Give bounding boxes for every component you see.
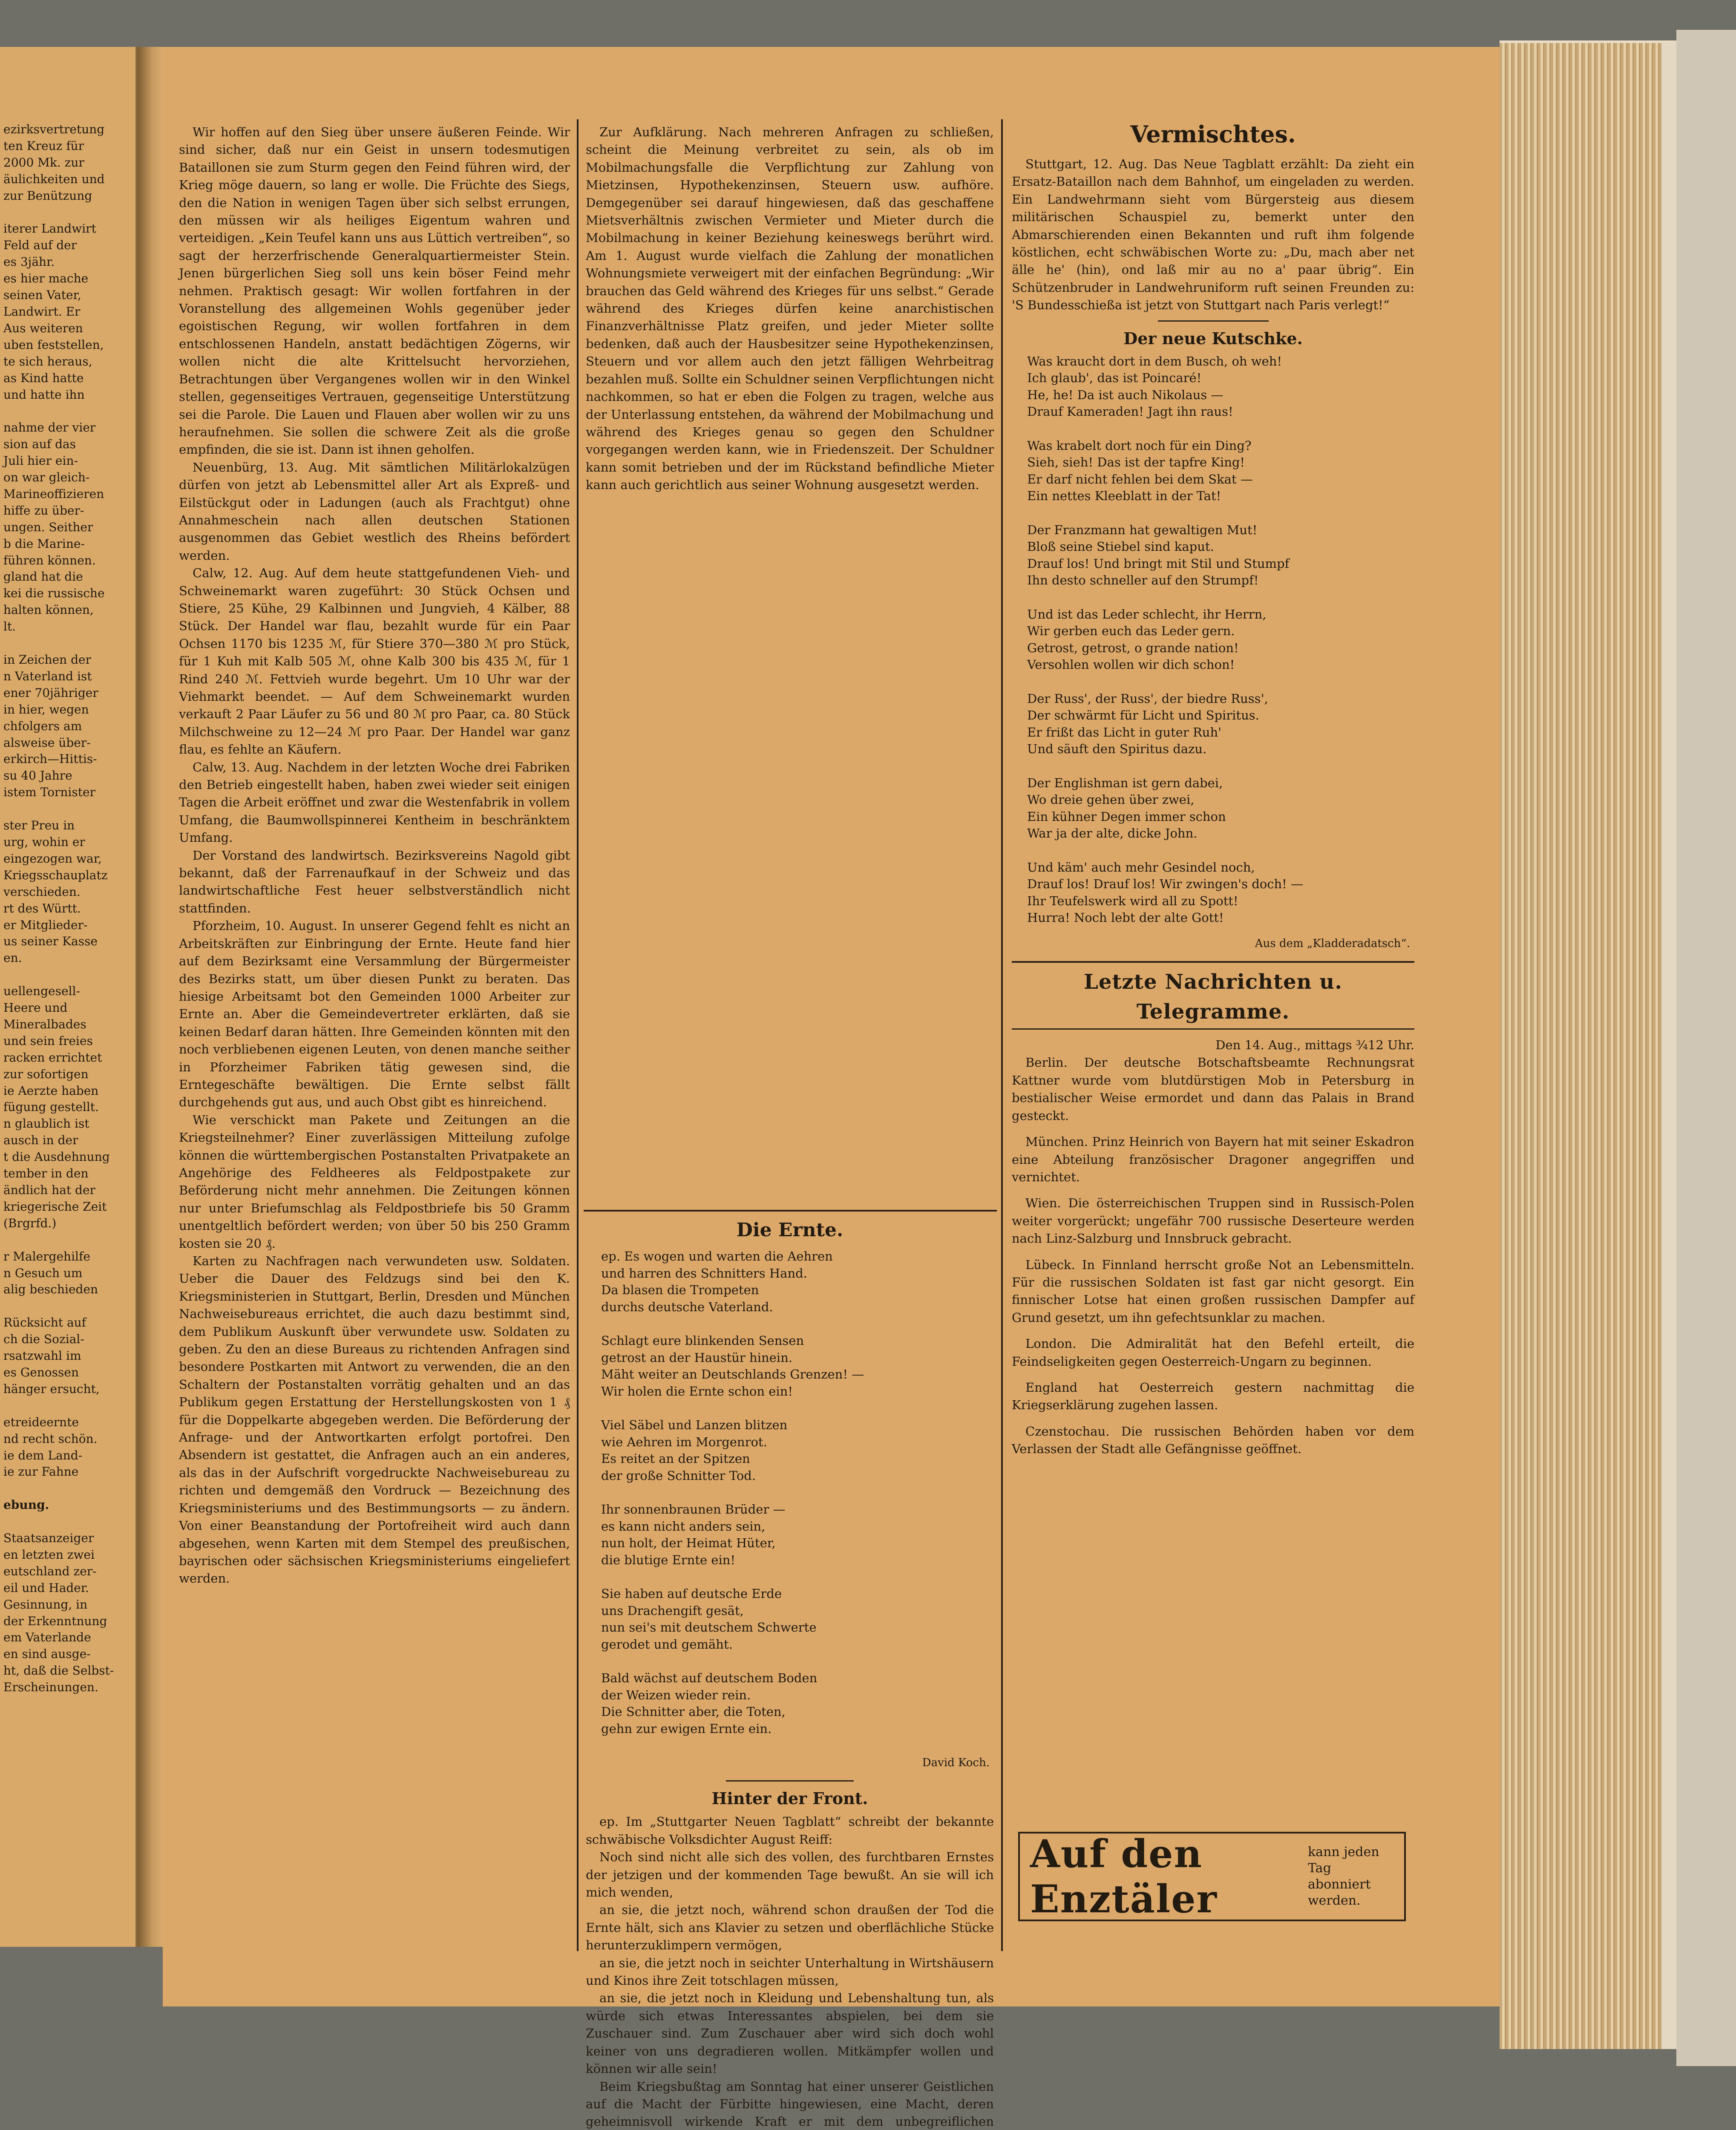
left-column-line: ausch in der (3, 1133, 78, 1148)
left-column-line: ch die Sozial- (3, 1332, 84, 1347)
kutschke-title: Der neue Kutschke. (1123, 328, 1303, 348)
left-column-line: Marineoffizieren (3, 486, 104, 501)
left-column-line: es Genossen (3, 1365, 79, 1379)
left-column-line: chfolgers am (3, 719, 82, 733)
subscription-ad (1018, 1832, 1406, 1921)
left-column-line (3, 801, 131, 817)
left-column-line: in Zeichen der (3, 653, 91, 667)
left-column-line: gland hat die (3, 570, 83, 584)
left-column-line: er Mitglieder- (3, 918, 88, 932)
poem-stanza: Bald wächst auf deutschem Boden der Weizen wieder rein. Die Schnitter aber, die Toten, gehn zur ewigen Ernte ein. (601, 1671, 818, 1736)
poem-stanza: Der Englishman ist gern dabei, Wo dreie gehen über zwei, Ein kühner Degen immer schon War ja der alte, dicke John. (1027, 775, 1226, 841)
news-item: Czenstochau. Die russischen Behörden haben vor dem Verlassen der Stadt alle Gefängnisse geöffnet. (1012, 1424, 1414, 1456)
book-cover (1676, 30, 1736, 2066)
left-column-line: en letzten zwei (3, 1547, 95, 1562)
poem-stanza: Sie haben auf deutsche Erde uns Drachengift gesät, nun sei's mit deutschem Schwerte gerodet und gemäht. (601, 1586, 817, 1652)
left-column-line: ht, daß die Selbst- (3, 1664, 114, 1678)
left-column-line: eingezogen war, (3, 851, 102, 866)
poem-stanza: Der Russ', der Russ', der biedre Russ', Der schwärmt für Licht und Spiritus. Er frißt das Licht in guter Ruh' Und säuft den Spiritus dazu. (1027, 691, 1268, 757)
left-column-line: iterer Landwirt (3, 222, 96, 236)
left-column-line: as Kind hatte (3, 371, 84, 385)
left-column-line: 2000 Mk. zur (3, 155, 84, 170)
left-column-line: es 3jähr. (3, 255, 55, 269)
left-column-line: etreideernte (3, 1415, 79, 1429)
left-column-line: ster Preu in (3, 818, 75, 833)
column-rule (577, 119, 579, 1951)
left-column-line: führen können. (3, 553, 96, 567)
left-column-line (3, 635, 131, 652)
left-page (0, 47, 137, 1947)
news-item: London. Die Admiralität hat den Befehl erteilt, die Feindseligkeiten gegen Oesterreich-Ungarn zu beginnen. (1012, 1336, 1414, 1369)
left-column-line: racken errichtet (3, 1050, 102, 1065)
news-item: Lübeck. In Finnland herrscht große Not an Lebensmitteln. Für die russischen Soldaten ist fast gar nicht gesorgt. Ein finnischer Lotse hat einen großen russischen Dampfer auf Grund gesetzt, um ihn gefechtsunklar zu machen. (1012, 1257, 1414, 1325)
left-column-line: ener 70jähriger (3, 685, 98, 700)
left-column-line (3, 1232, 131, 1249)
news-title: Letzte Nachrichten u. Telegramme. (1084, 970, 1342, 1024)
left-column-line: Landwirt. Er (3, 304, 81, 319)
left-column-line: uellengesell- (3, 984, 80, 999)
left-column-line: Heere und (3, 1001, 68, 1015)
left-column-line: kriegerische Zeit (3, 1199, 107, 1214)
left-column-line: ie zur Fahne (3, 1465, 79, 1479)
left-column-line: rsatzwahl im (3, 1349, 81, 1363)
poem-stanza: Was krabelt dort noch für ein Ding? Sieh, sieh! Das ist der tapfre King! Er darf nicht fehlen bei dem Skat — Ein nettes Kleeblatt in der Tat! (1027, 438, 1253, 504)
left-column-line: ungen. Seither (3, 520, 93, 534)
left-column-line: der Erkenntnung (3, 1614, 107, 1628)
page-edges (1500, 40, 1678, 2049)
left-column-line: in hier, wegen (3, 702, 89, 717)
left-column-line: Mineralbades (3, 1017, 86, 1031)
left-column-line: ändlich hat der (3, 1183, 95, 1197)
section-rule (726, 1780, 854, 1782)
left-column-line: eil und Hader. (3, 1580, 89, 1595)
left-column-line: hiffe zu über- (3, 503, 84, 518)
front-paragraph: an sie, die jetzt noch in seichter Unterhaltung in Wirtshäusern und Kinos ihre Zeit totschlagen müssen, (586, 1955, 994, 1988)
news-item: München. Prinz Heinrich von Bayern hat mit seiner Eskadron eine Abteilung französischer Dragoner angegriffen und vernichtet. (1012, 1134, 1414, 1184)
ernte-title: Die Ernte. (736, 1219, 844, 1241)
section-rule (1012, 1028, 1414, 1030)
article-pforzheim: Pforzheim, 10. August. In unserer Gegend fehlt es nicht an Arbeitskräften zur Einbringung der Ernte. Heute fand hier auf dem Bezirksamt eine Versammlung der Bürgermeister des Bezirks statt, um über diesen Punkt zu beraten. Das hiesige Arbeitsamt bot den Gemeinden 1000 Arbeiter zur Ernte an. Aber die Gemeindevertreter erklärten, daß sie keinen Bedarf daran hätten. Ihre Gemeinden könnten mit den noch verbliebenen eigenen Leuten, von denen manche seither in Pforzheimer Fabriken tätig gewesen sind, die Erntegeschäfte bewältigen. Die Ernte selbst fällt durchgehends gut aus, und auch Obst gibt es hinreichend. (179, 918, 570, 1110)
news-date: Den 14. Aug., mittags ¾12 Uhr. (1215, 1038, 1414, 1053)
left-column-line (3, 403, 131, 420)
left-column-line: eutschland zer- (3, 1564, 97, 1578)
poem-stanza: Was kraucht dort in dem Busch, oh weh! Ich glaub', das ist Poincaré! He, he! Da ist auch Nikolaus — Drauf Kameraden! Jagt ihn raus! (1027, 354, 1282, 419)
article-karten: Karten zu Nachfragen nach verwundeten usw. Soldaten. Ueber die Dauer des Feldzugs sind bei den K. Kriegsministerien in Stuttgart, Berlin, Dresden und München Nachweisebureaus errichtet, die auch dazu bestimmt sind, dem Publikum Auskunft über verwundete usw. Soldaten zu geben. Zu den an diese Bureaus zu richtenden Anfragen sind besondere Postkarten mit Antwort zu verwenden, die an den Schaltern der Postanstalten vorrätig gehalten und an das Publikum gegen Erstattung der Herstellungskosten von 1 ₰ für die Doppelkarte abgegeben werden. Die Beförderung der Anfrage- und der Antwortkarten erfolgt portofrei. Den Absendern ist gestattet, die Anfragen auch an ein anderes, als das in der Aufschrift vorgedruckte Nachweisebureau zu richten und demgemäß den Vordruck — Bezeichnung des Kriegsministeriums und des Bestimmungsorts — zu ändern. Von einer Beanstandung der Portofreiheit wird auch dann abgesehen, wenn Karten mit dem Stempel des preußischen, bayrischen oder sächsischen Kriegsministeriums eingeliefert werden. (179, 1254, 570, 1586)
left-column-line: Juli hier ein- (3, 454, 78, 468)
left-column-line: Erscheinungen. (3, 1680, 98, 1695)
news-item: England hat Oesterreich gestern nachmittag die Kriegserklärung zugehen lassen. (1012, 1380, 1414, 1413)
left-column-line (3, 1514, 131, 1530)
left-column-line: b die Marine- (3, 536, 85, 551)
left-column-line: on war gleich- (3, 470, 90, 485)
left-column-line: fügung gestellt. (3, 1100, 99, 1114)
poem-stanza: ep. Es wogen und warten die Aehren und harren des Schnitters Hand. Da blasen die Trompeten durchs deutsche Vaterland. (601, 1249, 833, 1314)
left-column-line: Kriegsschauplatz (3, 868, 108, 882)
left-column-line: nd recht schön. (3, 1431, 98, 1446)
left-column-line: nahme der vier (3, 420, 96, 435)
left-column-line: te sich heraus, (3, 354, 92, 368)
left-column-line: ie Aerzte haben (3, 1083, 99, 1098)
left-column-line: n Gesuch um (3, 1266, 83, 1280)
book-gutter (137, 47, 163, 1947)
left-column-line: ezirksvertretung (3, 122, 105, 136)
front-intro: ep. Im „Stuttgarter Neuen Tagblatt“ schreibt der bekannte schwäbische Volksdichter August Reiff: (586, 1814, 994, 1847)
article-aufklaerung: Zur Aufklärung. Nach mehreren Anfragen zu schließen, scheint die Meinung verbreitet zu sein, als ob im Mobilmachungsfalle die Verpflichtung zur Zahlung von Mietzinsen, Hypothekenzinsen, Steuern usw. aufhöre. Demgegenüber sei darauf hingewiesen, daß das geschaffene Mietsverhältnis zwischen Vermieter und Mieter durch die Mobilmachung in keiner Beziehung keineswegs berührt wird. Am 1. August wurde vielfach die Zahlung der monatlichen Wohnungsmiete verweigert mit der einfachen Begründung: „Wir brauchen das Geld während des Krieges für uns selbst.“ Gerade während des Krieges dürfen keine anarchistischen Finanzverhältnisse Platz greifen, und jeder Mieter sollte bedenken, daß auch der Hausbesitzer seine Hypothekenzinsen, Steuern und vor allem auch den jetzt fälligen Wehrbeitrag bezahlen muß. Sollte ein Schuldner seinen Verpflichtungen nicht nachkommen, so hat er eben die Folgen zu tragen, welche aus der Unterlassung entstehen, da während der Mobilmachung und während des Krieges genau so gegen den Schuldner vorgegangen werden kann, wie in Friedenszeit. Der Schuldner kann somit betrieben und der im Rückstand befindliche Mieter kann auch gerichtlich aus seiner Wohnung ausgesetzt werden. (586, 125, 994, 492)
article-nagold: Der Vorstand des landwirtsch. Bezirksvereins Nagold gibt bekannt, daß der Farrenaufkauf in der Schweiz und das landwirtschaftliche Fest heuer selbstverständlich nicht stattfinden. (179, 848, 570, 915)
left-column-line: und hatte ihn (3, 387, 85, 402)
front-paragraph: an sie, die jetzt noch, während schon draußen der Tod die Ernte hält, sich ans Klavier zu setzen und oberflächliche Stücke herunterzuklimpern vermögen, (586, 1903, 994, 1953)
left-column-line: urg, wohin er (3, 835, 85, 849)
left-column-line: uben feststellen, (3, 337, 104, 352)
left-column-line: ten Kreuz für (3, 138, 84, 153)
left-column-line (3, 967, 131, 983)
ad-subtitle: kann jeden Tag abonniert werden. (1308, 1845, 1379, 1908)
poem-stanza: Der Franzmann hat gewaltigen Mut! Bloß seine Stiebel sind kaput. Drauf los! Und bringt mit Stil und Stumpf Ihn desto schneller auf den Strumpf! (1027, 522, 1290, 588)
poem-stanza: Und käm' auch mehr Gesindel noch, Drauf los! Drauf los! Wir zwingen's doch! — Ihr Teufelswerk wird all zu Spott! Hurra! Noch lebt der alte Gott! (1027, 860, 1304, 925)
left-column-line: seinen Vater, (3, 288, 81, 302)
news-list (1012, 1054, 1414, 1458)
column-2 (586, 124, 994, 2129)
left-column-line (3, 204, 131, 221)
left-column-line: t die Ausdehnung (3, 1150, 110, 1164)
left-column-line: ebung. (3, 1498, 49, 1512)
section-rule (1158, 320, 1269, 322)
left-column-line: hänger ersucht, (3, 1382, 100, 1396)
left-column-line: verschieden. (3, 884, 81, 899)
left-column-line: alsweise über- (3, 735, 91, 750)
left-column-line: Feld auf der (3, 238, 77, 253)
column-1 (179, 124, 570, 1947)
left-column-line: n Vaterland ist (3, 669, 92, 683)
left-column-line: em Vaterlande (3, 1630, 91, 1645)
vermischtes-title: Vermischtes. (1130, 121, 1296, 148)
left-column-line: ie dem Land- (3, 1448, 83, 1462)
article-intro: Wir hoffen auf den Sieg über unsere äußeren Feinde. Wir sind sicher, daß nur ein Geist in unsern todesmutigen Bataillonen sie zum Sturm gegen den Feind führen wird, der Krieg möge dauern, so lang er wolle. Die Früchte des Siegs, den die Nation in wenigen Tagen über sich selbst errungen, den müssen wir als heiliges Eigentum wahren und verteidigen. „Kein Teufel kann uns aus Lüttich vertreiben“, so sagt der herzerfrischende Generalquartiermeister Stein. Jenen bürgerlichen Sieg soll uns kein böser Feind mehr nehmen. Praktisch gesagt: Wir wollen fortfahren in der Voranstellung des allgemeinen Wohls gegenüber jeder egoistischen Regung, wir wollen fortfahren in dem entschlossenen Handeln, anstatt bedächtigen Zögerns, wir wollen nicht die alte Krittelsucht hervorziehen, Betrachtungen über Vergangenes wollen wir in den Winkel stellen, gegenseitiges Vertrauen, gegenseitige Unterstützung sei die Parole. Die Lauen und Flauen aber wollen wir zu uns heraufnehmen. Sie sollen die schwere Zeit als die große empfinden, die sie ist. Dann ist ihnen geholfen. (179, 125, 570, 457)
kutschke-poem (1012, 353, 1414, 927)
kutschke-source: Aus dem „Kladderadatsch“. (1255, 937, 1410, 950)
left-column-line: Aus weiteren (3, 321, 83, 335)
left-column-line: rt des Württ. (3, 901, 81, 915)
left-column-line: kei die russische (3, 586, 105, 601)
column-3 (1012, 117, 1414, 1949)
poem-stanza: Und ist das Leder schlecht, ihr Herrn, Wir gerben euch das Leder gern. Getrost, getrost, o grande nation! Versohlen wollen wir dich schon! (1027, 607, 1267, 672)
left-column-line: en. (3, 951, 22, 965)
poem-stanza: Ihr sonnenbraunen Brüder — es kann nicht anders sein, nun holt, der Heimat Hüter, die blutige Ernte ein! (601, 1502, 786, 1567)
ad-title: Auf den Enztäler (1030, 1831, 1218, 1922)
left-column-line: tember in den (3, 1166, 89, 1181)
ernte-author: David Koch. (922, 1756, 990, 1769)
left-column-line: en sind ausge- (3, 1647, 91, 1661)
column-rule (1001, 119, 1003, 1951)
left-page-column (3, 121, 131, 1696)
news-item: Berlin. Der deutsche Botschaftsbeamte Rechnungsrat Kattner wurde vom blutdürstigen Mob in Petersburg in bestialischer Weise ermordet und dann das Palais in Brand gesteckt. (1012, 1055, 1414, 1123)
left-column-line: sion auf das (3, 437, 76, 452)
ernte-poem (586, 1248, 994, 1737)
left-column-line: halten können, (3, 603, 94, 617)
article-calw-market: Calw, 12. Aug. Auf dem heute stattgefundenen Vieh- und Schweinemarkt waren zugeführt: 30 Stück Ochsen und Stiere, 25 Kühe, 29 Kalbinnen und Jungvieh, 4 Kälber, 88 Stück. Der Handel war flau, bezahlt wurde für ein Paar Ochsen 1170 bis 1235 ℳ, für Stiere 370—380 ℳ pro Stück, für 1 Kuh mit Kalb 505 ℳ, ohne Kalb 300 bis 435 ℳ, für 1 Rind 240 ℳ. Fettvieh wurde begehrt. Um 10 Uhr war der Viehmarkt beendet. — Auf dem Schweinemarkt wurden verkauft 2 Paar Läufer zu 56 und 80 ℳ pro Paar, ca. 80 Stück Milchschweine zu 12—24 ℳ pro Paar. Der Handel war ganz flau, es fehlte an Käufern. (179, 566, 570, 757)
left-column-line (3, 1398, 131, 1414)
left-column-line: alig beschieden (3, 1282, 98, 1297)
left-column-line: Gesinnung, in (3, 1597, 88, 1612)
left-column-line: lt. (3, 619, 16, 634)
left-column-line: istem Tornister (3, 785, 95, 800)
front-paragraph: an sie, die jetzt noch in Kleidung und Lebenshaltung tun, als würde sich etwas Interessantes abspielen, bei dem sie Zuschauer sind. Zum Zuschauer aber wird sich doch wohl keiner von uns degradieren wollen. Mitkämpfer wollen und können wir alle sein! (586, 1991, 994, 2076)
front-title: Hinter der Front. (711, 1789, 868, 1808)
left-column-line: (Brgrfd.) (3, 1216, 57, 1230)
left-column-line: su 40 Jahre (3, 769, 72, 783)
left-column-line: erkirch—Hittis- (3, 752, 97, 766)
left-column-line: zur sofortigen (3, 1067, 89, 1081)
front-paragraph: Noch sind nicht alle sich des vollen, des furchtbaren Ernstes der jetzigen und der kommenden Tage bewußt. An sie will ich mich wenden, (586, 1850, 994, 1900)
poem-stanza: Viel Säbel und Lanzen blitzen wie Aehren im Morgenrot. Es reitet an der Spitzen der große Schnitter Tod. (601, 1418, 788, 1483)
section-rule (1012, 961, 1414, 963)
left-column-line: zur Benützung (3, 188, 92, 203)
article-neuenbuerg: Neuenbürg, 13. Aug. Mit sämtlichen Militärlokalzügen dürfen von jetzt ab Lebensmittel aller Art als Expreß- und Eilstückgut oder in Ladungen (auch als Frachtgut) ohne Annahmeschein nach allen deutschen Stationen ausgenommen das Gebiet westlich des Rheins befördert werden. (179, 460, 570, 563)
left-column-line: r Malergehilfe (3, 1249, 90, 1264)
left-column-line (3, 1298, 131, 1315)
left-column-line: Staatsanzeiger (3, 1531, 94, 1546)
front-paragraph: Beim Kriegsbußtag am Sonntag hat einer unserer Geistlichen auf die Macht der Fürbitte hingewiesen, eine Macht, deren geheimnisvoll wirkende Kraft er mit dem unbegreiflichen (586, 2079, 994, 2129)
poem-stanza: Schlagt eure blinkenden Sensen getrost an der Haustür hinein. Mäht weiter an Deutschlands Grenzen! — Wir holen die Ernte schon ein! (601, 1333, 864, 1399)
left-column-line: us seiner Kasse (3, 934, 98, 949)
article-calw-factories: Calw, 13. Aug. Nachdem in der letzten Woche drei Fabriken den Betrieb eingestellt haben, haben zwei wieder seit einigen Tagen die Arbeit eröffnet und zwar die Westenfabrik in vollem Umfang, die Baumwollspinnerei Kentheim in beschränktem Umfang. (179, 760, 570, 845)
left-column-line: Rücksicht auf (3, 1315, 86, 1330)
left-column-line: n glaublich ist (3, 1117, 89, 1131)
left-column-line: und sein freies (3, 1033, 93, 1048)
article-stuttgart: Stuttgart, 12. Aug. Das Neue Tagblatt erzählt: Da zieht ein Ersatz-Bataillon nach dem Bahnhof, um eingeladen zu werden. Ein Landwehrmann sieht vom Bürgersteig aus diesem militärischen Schauspiel zu, bemerkt unter den Abmarschierenden einen Bekannten und ruft ihm folgende köstlichen, echt schwäbischen Worte zu: „Du, mach aber net älle he' (hin), ond laß mir au no a' paar übrig“. Ein Schützenbruder in Landwehruniform ruft seinen Freunden zu: 'S Bundesschießa ist jetzt von Stuttgart nach Paris verlegt!“ (1012, 157, 1414, 313)
news-item: Wien. Die österreichischen Truppen sind in Russisch-Polen weiter vorgerückt; ungefähr 700 russische Deserteure werden nach Linz-Salzburg und Innsbruck gebracht. (1012, 1196, 1414, 1246)
left-column-line: es hier mache (3, 271, 89, 286)
article-pakete: Wie verschickt man Pakete und Zeitungen an die Kriegsteilnehmer? Einer zuverlässigen Mitteilung zufolge können die württembergischen Postanstalten Privatpakete an Angehörige des Feldheeres als Feldpostpakete zur Beförderung nicht mehr annehmen. Die Zeitungen können nur unter Briefumschlag als Feldpostbriefe bis 50 Gramm unentgeltlich befördert werden; von über 50 bis 250 Gramm kosten sie 20 ₰. (179, 1112, 570, 1251)
left-column-line: äulichkeiten und (3, 172, 105, 186)
left-column-line (3, 1480, 131, 1497)
